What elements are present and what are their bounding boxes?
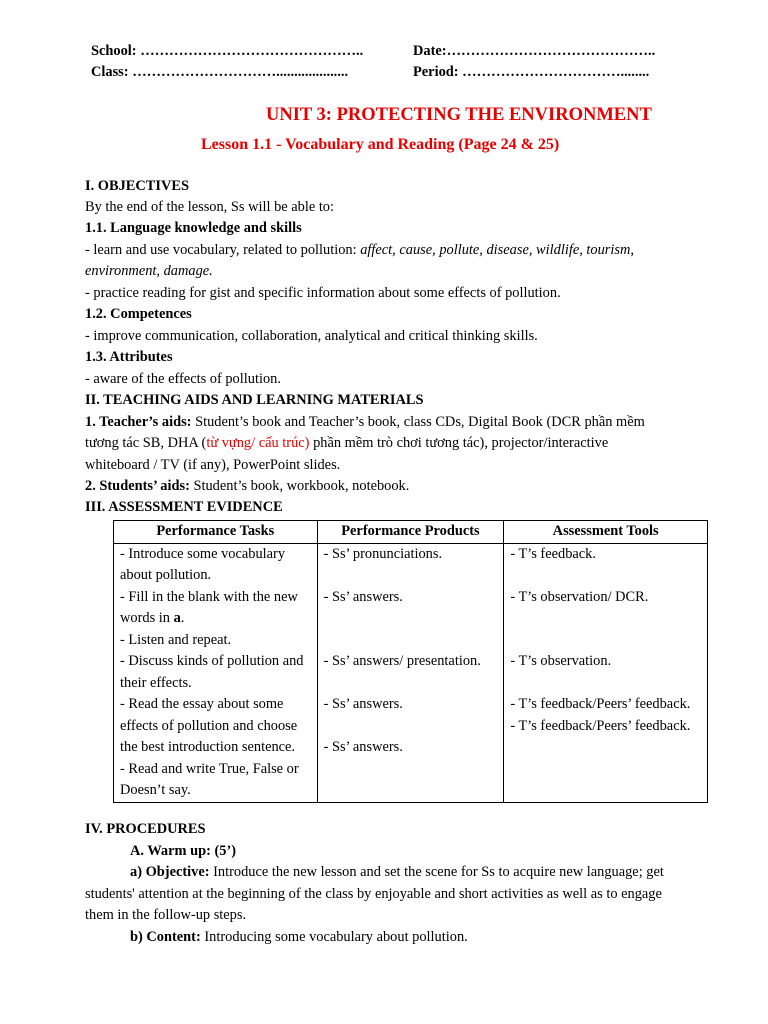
- date-field: [413, 41, 655, 62]
- table-row: [114, 543, 708, 802]
- objective-line-2: students' attention at the beginning of the class by enjoyable and short activities as well as to engage: [85, 886, 662, 902]
- content-line: [130, 927, 468, 949]
- teacher-aids-line-1: [85, 412, 645, 434]
- teacher-aids-line-2: [85, 433, 608, 455]
- warm-up-heading: A. Warm up: (5’): [130, 843, 237, 859]
- assessment-tools-cell: [504, 543, 708, 802]
- spacer: [324, 630, 498, 652]
- tool-item: - T’s observation/ DCR.: [510, 588, 649, 605]
- teacher-aids-label: 1. Teacher’s aids:: [85, 414, 192, 430]
- teacher-aids-text-1: Student’s book and Teacher’s book, class CDs, Digital Book (DCR phần mềm: [191, 414, 645, 430]
- objectives-intro: By the end of the lesson, Ss will be able to:: [85, 199, 335, 215]
- lesson-subtitle: Lesson 1.1 - Vocabulary and Reading (Page 24 & 25): [201, 136, 560, 153]
- attributes-line: - aware of the effects of pollution.: [85, 371, 281, 387]
- product-item: - Ss’ pronunciations.: [323, 545, 443, 562]
- spacer: [324, 673, 498, 695]
- objectives-heading: I. OBJECTIVES: [85, 178, 189, 194]
- procedures-heading: IV. PROCEDURES: [85, 821, 206, 837]
- task-item: - Discuss kinds of pollution and their effects.: [120, 653, 304, 691]
- class-field: [91, 62, 348, 83]
- objective-text-1: Introduce the new lesson and set the scene for Ss to acquire new language; get: [209, 864, 664, 880]
- period-label: Period:: [413, 64, 459, 80]
- objective-line-1: [130, 862, 664, 884]
- spacer: [510, 608, 701, 630]
- task-item: - Read the essay about some effects of pollution and choose the best introduction sentence.: [120, 696, 298, 755]
- product-item: - Ss’ answers/ presentation.: [323, 653, 481, 669]
- task-bold-letter: a: [173, 610, 181, 626]
- tool-item: - T’s feedback.: [510, 545, 596, 562]
- teaching-aids-heading: II. TEACHING AIDS AND LEARNING MATERIALS: [85, 392, 424, 408]
- tool-item: - T’s feedback/Peers’ feedback.: [510, 717, 691, 734]
- spacer: [324, 716, 498, 738]
- competences-line: - improve communication, collaboration, analytical and critical thinking skills.: [85, 328, 538, 344]
- column-header: Assessment Tools: [504, 521, 708, 544]
- column-header: Performance Tasks: [114, 521, 318, 544]
- attributes-heading: 1.3. Attributes: [85, 349, 173, 365]
- task-item: - Read and write True, False or Doesn’t say.: [120, 760, 299, 798]
- content-text: Introducing some vocabulary about pollution.: [200, 929, 468, 945]
- spacer: [510, 630, 701, 652]
- tool-item: - T’s observation.: [510, 653, 612, 669]
- product-item: - Ss’ answers.: [323, 696, 403, 712]
- teacher-aids-text-2b: phần mềm trò chơi tương tác), projector/interactive: [309, 435, 609, 451]
- student-aids-text: Student’s book, workbook, notebook.: [189, 478, 410, 494]
- competences-heading: 1.2. Competences: [85, 306, 192, 322]
- period-dots: ……………………………........: [462, 64, 650, 80]
- task-item: [120, 587, 311, 630]
- class-label: Class:: [91, 64, 129, 80]
- language-line-1: [85, 240, 634, 262]
- spacer: [510, 565, 701, 587]
- reading-skill-line: - practice reading for gist and specific information about some effects of pollution.: [85, 285, 561, 301]
- spacer: [324, 565, 498, 587]
- school-label: School:: [91, 43, 137, 59]
- school-dots: ………………………………………..: [140, 43, 364, 59]
- spacer: [510, 673, 701, 695]
- assessment-table: [113, 520, 708, 803]
- student-aids-label: 2. Students’ aids:: [85, 478, 190, 494]
- product-item: - Ss’ answers.: [323, 588, 403, 605]
- objective-line-3: them in the follow-up steps.: [85, 907, 247, 923]
- tool-item: - T’s feedback/Peers’ feedback.: [510, 696, 691, 712]
- table-header-row: [114, 521, 708, 544]
- language-knowledge-heading: 1.1. Language knowledge and skills: [85, 220, 302, 236]
- task-item: - Introduce some vocabulary about pollution.: [120, 545, 286, 583]
- period-field: [413, 62, 649, 83]
- assessment-heading: III. ASSESSMENT EVIDENCE: [85, 499, 283, 515]
- task-text: - Fill in the blank with the new words in: [120, 588, 298, 626]
- objective-label: a) Objective:: [130, 864, 210, 880]
- column-header: Performance Products: [317, 521, 504, 544]
- product-item: - Ss’ answers.: [323, 739, 403, 755]
- teacher-aids-text-2a: tương tác SB, DHA (: [85, 435, 207, 451]
- unit-title: UNIT 3: PROTECTING THE ENVIRONMENT: [266, 105, 652, 125]
- vocabulary-words-2: environment, damage.: [85, 263, 213, 279]
- student-aids-line: [85, 476, 409, 498]
- task-period: .: [180, 610, 185, 626]
- task-item: - Listen and repeat.: [120, 631, 232, 648]
- spacer: [324, 608, 498, 630]
- vocabulary-words-1: affect, cause, pollute, disease, wildlife, tourism,: [360, 242, 634, 258]
- content-label: b) Content:: [130, 929, 201, 945]
- date-label: Date:: [413, 43, 447, 59]
- date-dots: ……………………………………..: [446, 43, 656, 59]
- performance-tasks-cell: [114, 543, 318, 802]
- teacher-aids-line-3: whiteboard / TV (if any), PowerPoint slides.: [85, 457, 341, 473]
- class-dots: …………………………....................: [132, 64, 349, 80]
- performance-products-cell: [317, 543, 504, 802]
- school-field: [91, 41, 363, 62]
- teacher-aids-highlight: từ vựng/ cấu trúc): [206, 435, 310, 451]
- language-line-prefix: - learn and use vocabulary, related to pollution:: [85, 242, 361, 258]
